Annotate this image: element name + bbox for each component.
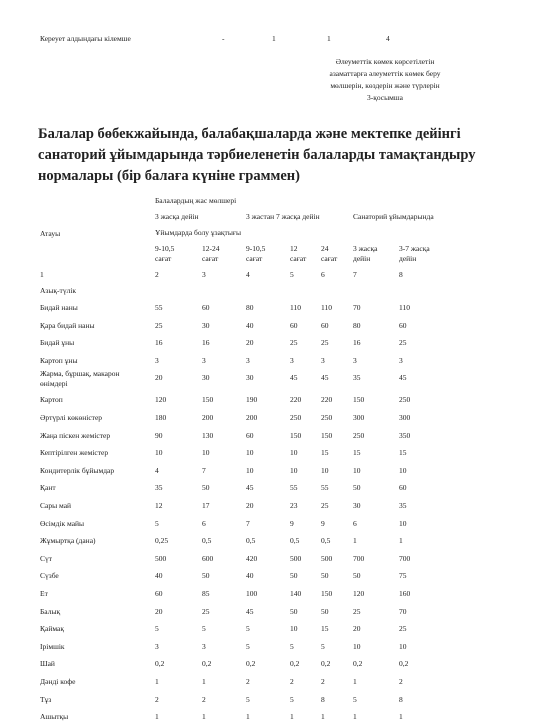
row-value: 2 bbox=[202, 694, 206, 704]
row-value: 700 bbox=[399, 553, 411, 563]
table-row bbox=[0, 395, 557, 409]
row-value: 25 bbox=[399, 624, 407, 634]
row-value: 45 bbox=[246, 483, 254, 493]
row-value: 55 bbox=[290, 483, 298, 493]
row-value: 2 bbox=[321, 677, 325, 686]
table-row bbox=[0, 413, 557, 427]
row-value: 1 bbox=[202, 677, 206, 686]
hours-col-7: 3 жасқа дейін bbox=[353, 244, 378, 263]
row-value: 10 bbox=[399, 465, 407, 475]
table-row bbox=[0, 677, 557, 691]
top-row-c4: 4 bbox=[386, 34, 390, 43]
row-value: 3 bbox=[353, 355, 357, 365]
row-value: 3 bbox=[290, 355, 294, 365]
row-value: 600 bbox=[202, 553, 214, 563]
col-number: 7 bbox=[353, 270, 357, 279]
row-value: 0,5 bbox=[202, 536, 212, 546]
section-label: Азық-түлік bbox=[40, 286, 77, 295]
row-value: 5 bbox=[353, 694, 357, 704]
row-value: 16 bbox=[202, 338, 210, 348]
row-value: 70 bbox=[399, 606, 407, 616]
row-value: 45 bbox=[399, 373, 407, 383]
row-value: 110 bbox=[399, 303, 410, 312]
row-value: 25 bbox=[202, 606, 210, 616]
row-value: 20 bbox=[155, 373, 163, 383]
row-name: Әртүрлі көкөністер bbox=[40, 413, 103, 422]
row-value: 8 bbox=[321, 694, 325, 704]
row-value: 0,25 bbox=[155, 536, 169, 546]
hours-col-8: 3-7 жасқа дейін bbox=[399, 244, 430, 263]
row-value: 45 bbox=[246, 606, 254, 616]
row-name: Ашытқы bbox=[40, 712, 69, 722]
row-value: 300 bbox=[353, 413, 365, 422]
row-value: 500 bbox=[321, 553, 333, 563]
row-value: 350 bbox=[399, 430, 411, 440]
sanatorium-header: Санаторий ұйымдарында bbox=[353, 212, 434, 221]
row-value: 110 bbox=[321, 303, 332, 312]
row-value: 25 bbox=[321, 501, 329, 510]
table-row bbox=[0, 338, 557, 352]
row-value: 80 bbox=[353, 320, 361, 330]
row-name: Сары май bbox=[40, 501, 72, 510]
row-value: 2 bbox=[399, 677, 403, 686]
row-value: 5 bbox=[290, 641, 294, 651]
row-name: Бидай наны bbox=[40, 303, 78, 312]
col-number: 1 bbox=[40, 270, 44, 279]
row-value: 60 bbox=[155, 589, 163, 598]
row-value: 15 bbox=[321, 448, 329, 458]
row-name: Қант bbox=[40, 483, 56, 493]
hours-col-4: 9-10,5 сағат bbox=[246, 244, 266, 263]
row-value: 3 bbox=[246, 355, 250, 365]
row-value: 60 bbox=[399, 320, 407, 330]
row-value: 0,2 bbox=[353, 659, 363, 669]
row-name: Балық bbox=[40, 606, 61, 616]
row-value: 50 bbox=[290, 606, 298, 616]
row-value: 10 bbox=[290, 465, 298, 475]
row-value: 85 bbox=[202, 589, 210, 598]
row-value: 5 bbox=[202, 624, 206, 634]
row-name: Жарма, бұршақ, макарон өнімдері bbox=[40, 369, 120, 389]
row-value: 50 bbox=[321, 606, 329, 616]
row-name: Сүзбе bbox=[40, 571, 59, 581]
row-value: 25 bbox=[353, 606, 361, 616]
row-value: 220 bbox=[321, 395, 333, 405]
row-value: 5 bbox=[246, 641, 250, 651]
row-value: 30 bbox=[353, 501, 361, 510]
row-value: 3 bbox=[321, 355, 325, 365]
row-value: 30 bbox=[246, 373, 254, 383]
table-row bbox=[0, 554, 557, 568]
row-value: 120 bbox=[155, 395, 167, 405]
row-name: Өсімдік майы bbox=[40, 518, 85, 528]
row-value: 6 bbox=[353, 518, 357, 528]
row-value: 10 bbox=[399, 641, 407, 651]
table-row bbox=[0, 356, 557, 370]
row-value: 50 bbox=[290, 571, 298, 581]
table-row bbox=[0, 589, 557, 603]
hours-col-5: 12 сағат bbox=[290, 244, 307, 263]
appendix-note bbox=[300, 56, 470, 104]
row-value: 200 bbox=[246, 413, 258, 422]
row-name: Картоп ұны bbox=[40, 355, 78, 365]
row-value: 25 bbox=[155, 320, 163, 330]
row-value: 1 bbox=[202, 712, 206, 722]
row-value: 8 bbox=[399, 694, 403, 704]
row-value: 2 bbox=[155, 694, 159, 704]
age-group-header: Балалардың жас мөлшері bbox=[155, 196, 237, 205]
row-value: 10 bbox=[246, 465, 254, 475]
top-row-label: Кереует алдындағы кілемше bbox=[40, 34, 131, 43]
row-value: 10 bbox=[202, 448, 210, 458]
row-value: 7 bbox=[246, 518, 250, 528]
row-value: 3 bbox=[155, 641, 159, 651]
row-value: 0,2 bbox=[246, 659, 256, 669]
row-value: 30 bbox=[202, 373, 210, 383]
row-value: 1 bbox=[155, 677, 159, 686]
col-number: 8 bbox=[399, 270, 403, 279]
row-value: 220 bbox=[290, 395, 302, 405]
table-row bbox=[0, 642, 557, 656]
row-name: Жұмыртқа (дана) bbox=[40, 536, 96, 546]
row-value: 50 bbox=[202, 483, 210, 493]
row-name: Кондитерлік бұйымдар bbox=[40, 465, 115, 475]
row-value: 0,2 bbox=[290, 659, 300, 669]
row-value: 60 bbox=[399, 483, 407, 493]
row-value: 15 bbox=[399, 448, 407, 458]
row-value: 60 bbox=[321, 320, 329, 330]
row-value: 1 bbox=[353, 677, 357, 686]
table-row bbox=[0, 695, 557, 709]
row-value: 3 bbox=[202, 355, 206, 365]
row-value: 25 bbox=[321, 338, 329, 348]
row-value: 150 bbox=[321, 430, 333, 440]
row-value: 150 bbox=[290, 430, 302, 440]
row-value: 10 bbox=[353, 465, 361, 475]
row-value: 0,5 bbox=[246, 536, 256, 546]
row-value: 250 bbox=[290, 413, 302, 422]
row-value: 500 bbox=[155, 553, 167, 563]
row-value: 110 bbox=[290, 303, 301, 312]
stay-hours-header: Ұйымдарда болу ұзақтығы bbox=[155, 228, 241, 237]
col-number: 3 bbox=[202, 270, 206, 279]
row-value: 55 bbox=[321, 483, 329, 493]
row-value: 35 bbox=[399, 501, 407, 510]
hours-col-6: 24 сағат bbox=[321, 244, 338, 263]
row-value: 190 bbox=[246, 395, 258, 405]
row-value: 23 bbox=[290, 501, 298, 510]
row-value: 0,5 bbox=[290, 536, 300, 546]
row-value: 3 bbox=[399, 355, 403, 365]
row-value: 3 bbox=[202, 641, 206, 651]
row-value: 1 bbox=[399, 536, 403, 546]
row-value: 60 bbox=[290, 320, 298, 330]
row-value: 1 bbox=[246, 712, 250, 722]
row-value: 16 bbox=[353, 338, 361, 348]
table-row bbox=[0, 466, 557, 480]
row-value: 60 bbox=[246, 430, 254, 440]
row-value: 45 bbox=[290, 373, 298, 383]
table-row bbox=[0, 659, 557, 673]
row-value: 0,2 bbox=[399, 659, 409, 669]
column-numbers-row bbox=[0, 270, 557, 284]
row-value: 250 bbox=[321, 413, 333, 422]
row-value: 50 bbox=[353, 571, 361, 581]
row-value: 45 bbox=[321, 373, 329, 383]
row-name: Ет bbox=[40, 589, 48, 598]
row-value: 20 bbox=[155, 606, 163, 616]
row-value: 150 bbox=[202, 395, 214, 405]
row-value: 35 bbox=[155, 483, 163, 493]
row-value: 5 bbox=[155, 518, 159, 528]
table-row bbox=[0, 431, 557, 445]
table-row bbox=[0, 483, 557, 497]
row-value: 420 bbox=[246, 553, 258, 563]
table-row bbox=[0, 321, 557, 335]
table-row bbox=[0, 501, 557, 515]
appendix-line: 3-қосымша bbox=[366, 93, 404, 102]
row-name: Шай bbox=[40, 659, 55, 669]
row-value: 0,2 bbox=[321, 659, 331, 669]
hours-col-2: 9-10,5 сағат bbox=[155, 244, 175, 263]
row-value: 30 bbox=[202, 320, 210, 330]
table-row bbox=[0, 519, 557, 533]
row-value: 0,5 bbox=[321, 536, 331, 546]
row-value: 7 bbox=[202, 465, 206, 475]
appendix-line: мөлшерін, көздерін және түрлерін bbox=[330, 81, 440, 90]
row-value: 9 bbox=[290, 518, 294, 528]
col-number: 5 bbox=[290, 270, 294, 279]
table-row bbox=[0, 571, 557, 585]
row-value: 9 bbox=[321, 518, 325, 528]
row-value: 10 bbox=[399, 518, 407, 528]
row-value: 100 bbox=[246, 589, 258, 598]
row-value: 90 bbox=[155, 430, 163, 440]
row-value: 5 bbox=[155, 624, 159, 634]
row-value: 150 bbox=[353, 395, 365, 405]
appendix-line: азаматтарға әлеуметтік көмек беру bbox=[329, 69, 441, 78]
row-value: 1 bbox=[399, 712, 403, 722]
from3to7-header: 3 жастан 7 жасқа дейін bbox=[246, 212, 320, 221]
row-value: 12 bbox=[155, 501, 163, 510]
row-value: 40 bbox=[246, 571, 254, 581]
table-row bbox=[0, 536, 557, 550]
row-value: 10 bbox=[290, 624, 298, 634]
appendix-line: Әлеуметтік көмек көрсетілетін bbox=[335, 57, 435, 66]
top-row bbox=[40, 34, 460, 44]
top-row-c1: - bbox=[222, 34, 225, 43]
row-value: 300 bbox=[399, 413, 411, 422]
row-value: 700 bbox=[353, 553, 365, 563]
row-value: 10 bbox=[321, 465, 329, 475]
row-name: Жаңа піскен жемістер bbox=[40, 430, 111, 440]
row-value: 140 bbox=[290, 589, 302, 598]
row-value: 200 bbox=[202, 413, 214, 422]
row-value: 60 bbox=[202, 303, 210, 312]
row-value: 0,2 bbox=[202, 659, 212, 669]
row-value: 17 bbox=[202, 501, 210, 510]
row-name: Кептірілген жемістер bbox=[40, 448, 109, 458]
row-value: 50 bbox=[321, 571, 329, 581]
row-value: 15 bbox=[321, 624, 329, 634]
row-value: 10 bbox=[353, 641, 361, 651]
row-value: 20 bbox=[246, 338, 254, 348]
row-value: 20 bbox=[353, 624, 361, 634]
col-number: 2 bbox=[155, 270, 159, 279]
col-number: 4 bbox=[246, 270, 250, 279]
row-value: 120 bbox=[353, 589, 365, 598]
row-value: 20 bbox=[246, 501, 254, 510]
row-value: 250 bbox=[353, 430, 365, 440]
document-title: Балалар бөбекжайында, балабақшаларда және мектепке дейінгі санаторий ұйымдарында тәрбиеленетін балаларды тамақтандыру нормалары (бір балаға күніне граммен) bbox=[38, 126, 476, 184]
hours-col-3: 12-24 сағат bbox=[202, 244, 220, 263]
row-value: 5 bbox=[246, 694, 250, 704]
row-value: 130 bbox=[202, 430, 214, 440]
under3-header: 3 жасқа дейін bbox=[155, 212, 199, 221]
row-value: 3 bbox=[155, 355, 159, 365]
row-value: 55 bbox=[155, 303, 163, 312]
row-value: 160 bbox=[399, 589, 411, 598]
row-name: Қара бидай наны bbox=[40, 320, 95, 330]
col-number: 6 bbox=[321, 270, 325, 279]
table-row bbox=[0, 712, 557, 726]
row-name: Сүт bbox=[40, 553, 53, 563]
row-name: Картоп bbox=[40, 395, 63, 405]
row-value: 1 bbox=[353, 536, 357, 546]
top-row-c2: 1 bbox=[272, 34, 276, 43]
row-value: 40 bbox=[155, 571, 163, 581]
row-value: 35 bbox=[353, 373, 361, 383]
row-value: 6 bbox=[202, 518, 206, 528]
row-value: 75 bbox=[399, 571, 407, 581]
row-value: 5 bbox=[321, 641, 325, 651]
row-value: 1 bbox=[353, 712, 357, 722]
row-name: Қаймақ bbox=[40, 624, 65, 634]
table-row bbox=[0, 448, 557, 462]
row-name: Ірімшік bbox=[40, 641, 65, 651]
table-row bbox=[0, 303, 557, 317]
row-value: 10 bbox=[155, 448, 163, 458]
row-value: 5 bbox=[246, 624, 250, 634]
row-value: 2 bbox=[290, 677, 294, 686]
row-value: 70 bbox=[353, 303, 361, 312]
row-value: 180 bbox=[155, 413, 167, 422]
row-value: 5 bbox=[290, 694, 294, 704]
row-value: 1 bbox=[290, 712, 294, 722]
row-value: 15 bbox=[353, 448, 361, 458]
row-value: 1 bbox=[321, 712, 325, 722]
row-value: 40 bbox=[246, 320, 254, 330]
row-value: 10 bbox=[290, 448, 298, 458]
table-row bbox=[0, 369, 557, 389]
table-row bbox=[0, 624, 557, 638]
row-value: 50 bbox=[353, 483, 361, 493]
row-value: 25 bbox=[399, 338, 407, 348]
table-row bbox=[0, 607, 557, 621]
row-name: Дәнді кофе bbox=[40, 677, 76, 686]
row-value: 50 bbox=[202, 571, 210, 581]
row-value: 150 bbox=[321, 589, 333, 598]
row-value: 250 bbox=[399, 395, 411, 405]
row-value: 25 bbox=[290, 338, 298, 348]
section-row bbox=[0, 286, 557, 300]
row-value: 2 bbox=[246, 677, 250, 686]
row-value: 10 bbox=[246, 448, 254, 458]
row-name: Бидай ұны bbox=[40, 338, 75, 348]
row-value: 4 bbox=[155, 465, 159, 475]
row-value: 16 bbox=[155, 338, 163, 348]
row-value: 0,2 bbox=[155, 659, 165, 669]
name-column-header: Атауы bbox=[40, 229, 61, 238]
row-value: 80 bbox=[246, 303, 254, 312]
row-value: 500 bbox=[290, 553, 302, 563]
row-value: 1 bbox=[155, 712, 159, 722]
top-row-c3: 1 bbox=[327, 34, 331, 43]
row-name: Тұз bbox=[40, 694, 52, 704]
